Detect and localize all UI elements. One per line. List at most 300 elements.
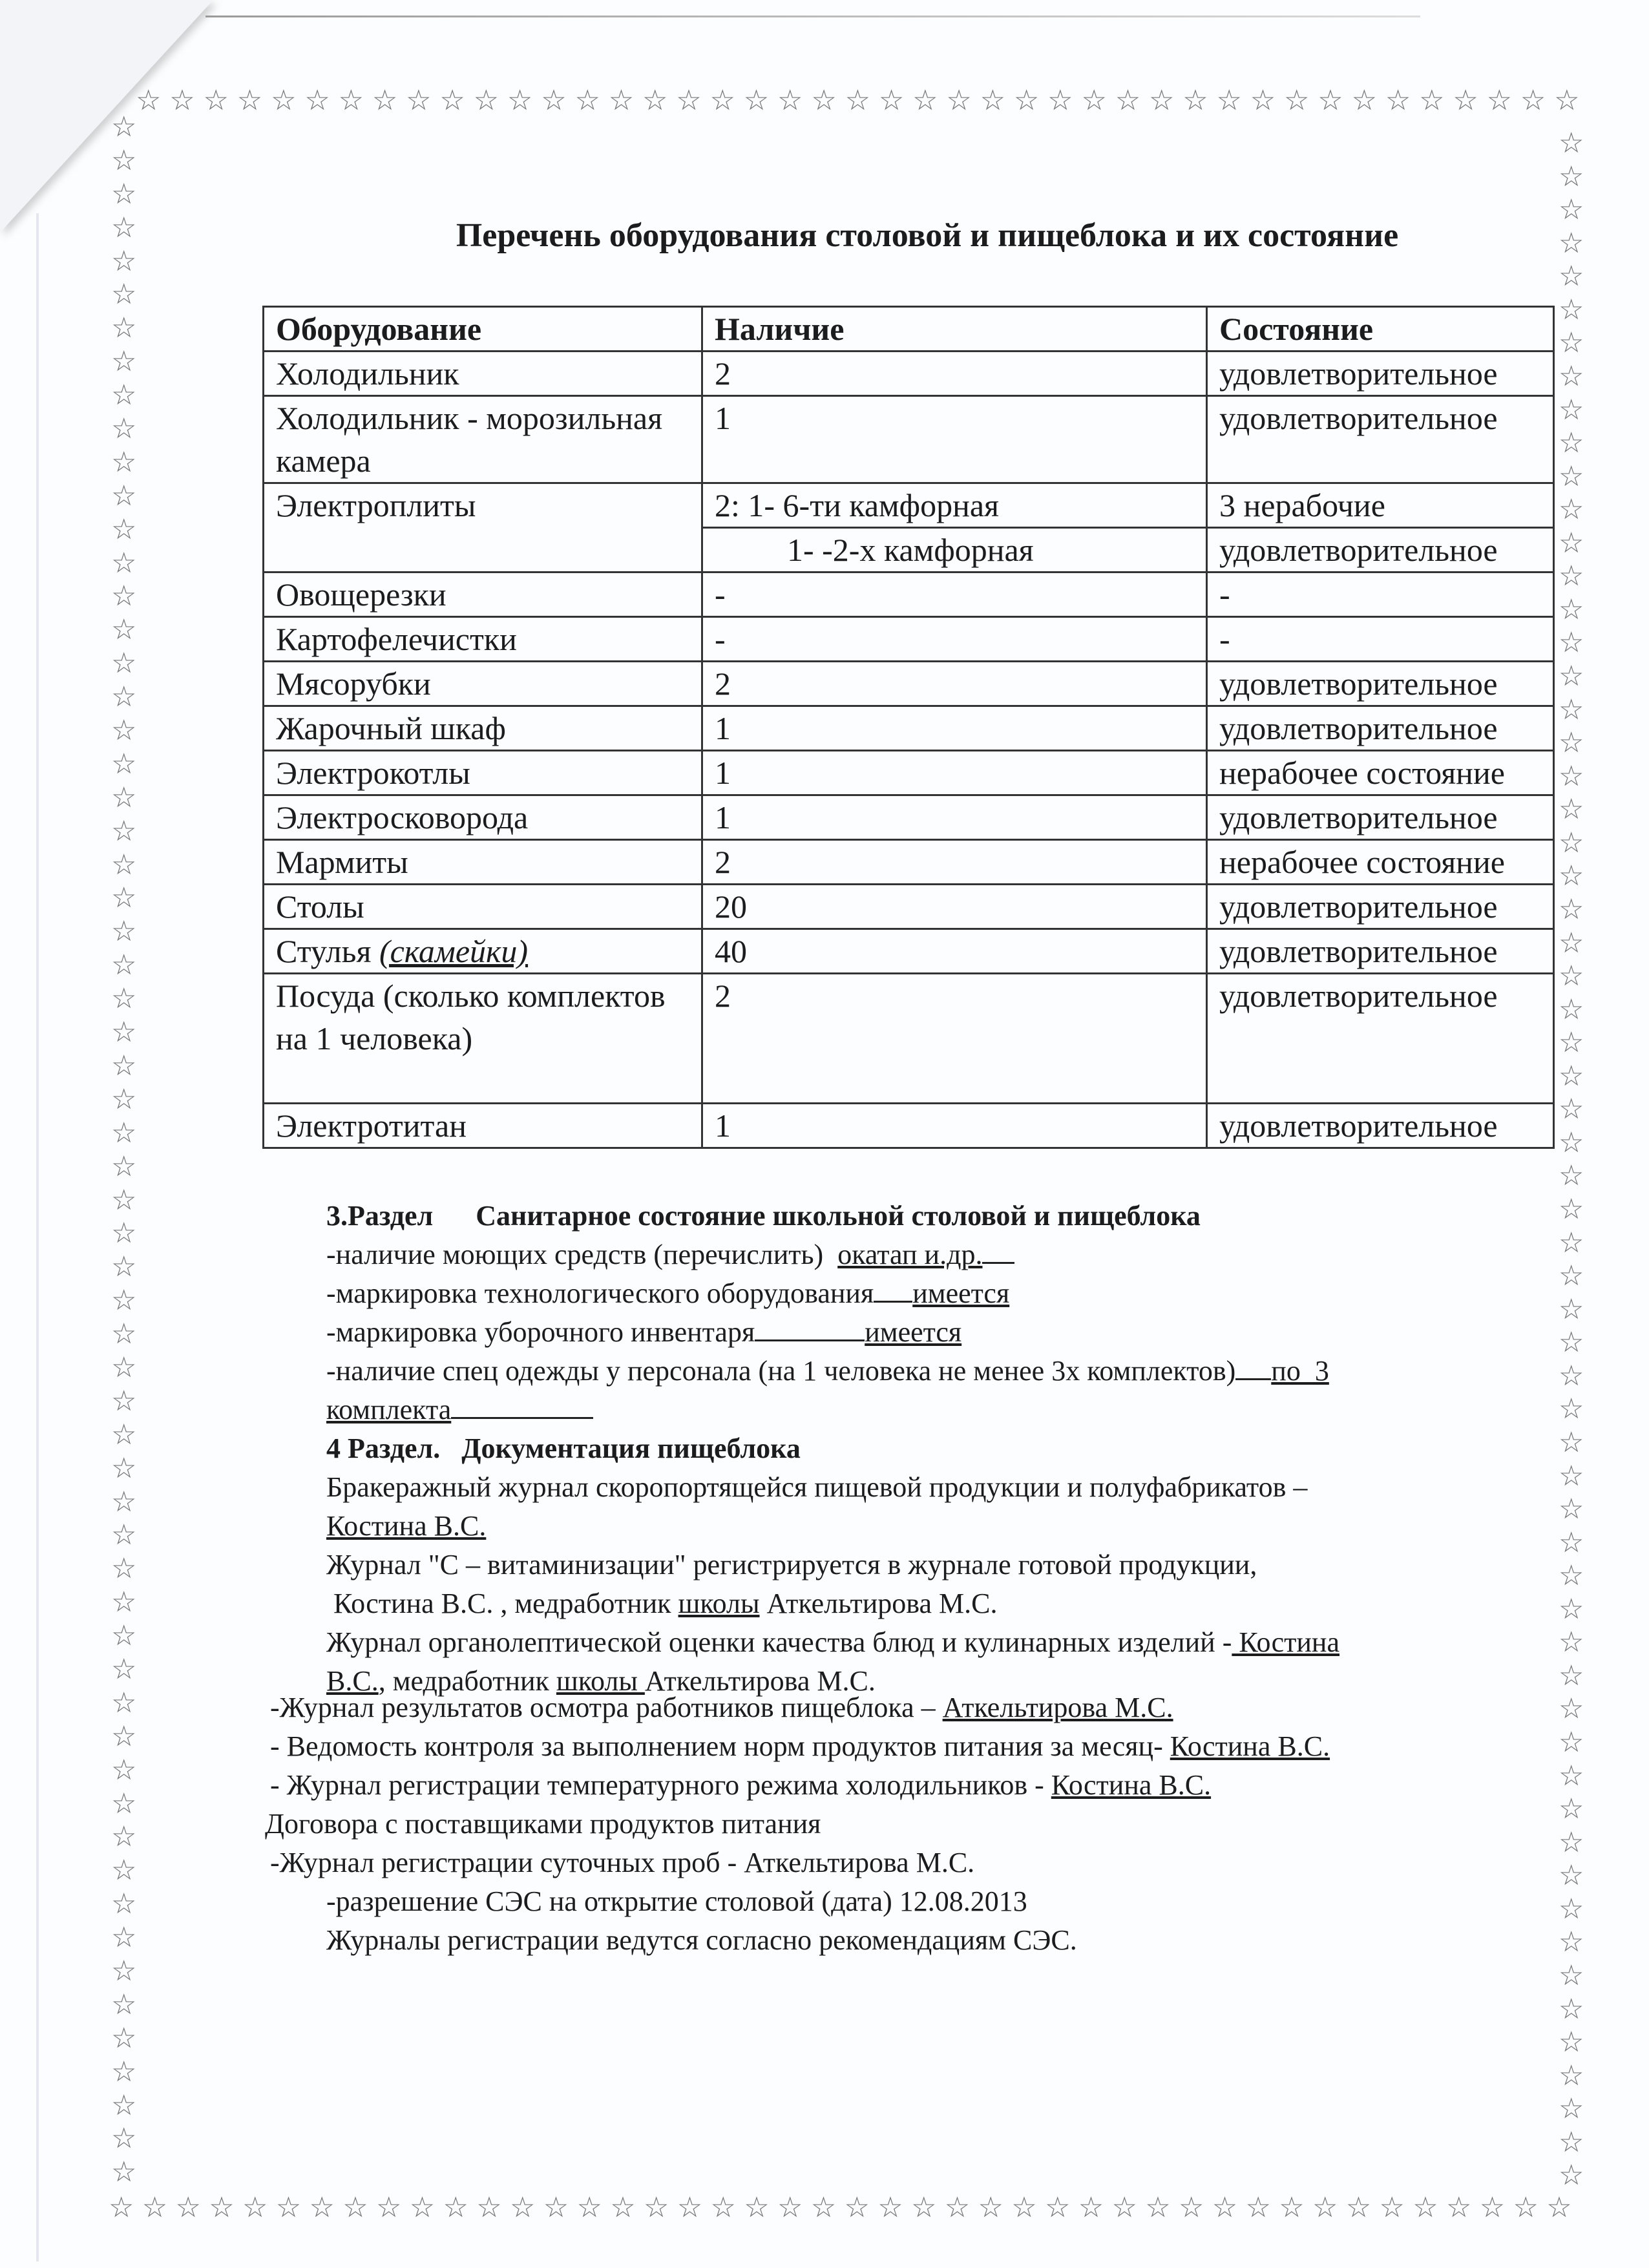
star-icon: ☆ <box>111 1418 137 1451</box>
star-icon: ☆ <box>111 311 137 345</box>
doc-text-underlined: школы <box>556 1665 645 1697</box>
line-value: имеется <box>912 1277 1010 1309</box>
star-icon: ☆ <box>111 1485 137 1518</box>
star-icon: ☆ <box>1413 2191 1438 2224</box>
star-icon: ☆ <box>111 814 137 848</box>
cell-qty: 2 <box>702 974 1207 1104</box>
cell-qty: - <box>702 617 1207 662</box>
star-icon: ☆ <box>1559 726 1584 760</box>
star-icon: ☆ <box>810 2191 837 2224</box>
star-icon: ☆ <box>507 84 533 117</box>
table-row <box>264 885 1554 929</box>
star-icon: ☆ <box>1559 1759 1584 1792</box>
star-icon: ☆ <box>1111 2191 1137 2224</box>
star-icon: ☆ <box>111 1150 137 1183</box>
star-icon: ☆ <box>111 982 137 1016</box>
header-equipment: Оборудование <box>264 307 702 352</box>
star-icon: ☆ <box>136 84 162 117</box>
doc-responsible: В.С. <box>326 1665 379 1697</box>
section-4-list <box>265 1688 1330 1960</box>
star-icon: ☆ <box>1385 84 1411 117</box>
star-icon: ☆ <box>1559 1825 1584 1859</box>
star-icon: ☆ <box>1013 84 1040 117</box>
star-icon: ☆ <box>1351 84 1378 117</box>
star-icon: ☆ <box>709 84 735 117</box>
star-icon: ☆ <box>1559 2092 1584 2126</box>
star-icon: ☆ <box>1559 1958 1584 1992</box>
doc-line <box>326 1468 1339 1507</box>
section-title: Санитарное состояние школьной столовой и пищеблока <box>476 1200 1201 1232</box>
star-icon: ☆ <box>1559 1292 1584 1326</box>
cell-qty: 2 <box>702 840 1207 885</box>
star-icon: ☆ <box>111 2055 137 2088</box>
star-icon: ☆ <box>111 110 137 143</box>
star-icon: ☆ <box>111 211 137 244</box>
page-title: Перечень оборудования столовой и пищеблока и их состояние <box>456 217 1399 254</box>
star-icon: ☆ <box>1011 2191 1037 2224</box>
star-icon: ☆ <box>1559 127 1584 160</box>
star-icon: ☆ <box>1559 2125 1584 2159</box>
star-icon: ☆ <box>1559 2026 1584 2059</box>
star-icon: ☆ <box>1148 84 1175 117</box>
doc-line <box>270 1843 1330 1882</box>
cell-state: удовлетворительное <box>1207 795 1554 840</box>
star-icon: ☆ <box>878 84 905 117</box>
star-icon: ☆ <box>1559 1259 1584 1293</box>
star-icon: ☆ <box>946 84 972 117</box>
cell-item: Электротитан <box>264 1104 702 1148</box>
table-row <box>264 483 1554 528</box>
star-icon: ☆ <box>443 2191 468 2224</box>
star-icon: ☆ <box>1559 1359 1584 1392</box>
section-3 <box>326 1197 1339 1701</box>
line-value: окатап и.др. <box>837 1239 983 1270</box>
cell-item: Мясорубки <box>264 662 702 706</box>
star-icon: ☆ <box>1559 1626 1584 1659</box>
star-icon: ☆ <box>111 512 137 546</box>
cell-item: Картофелечистки <box>264 617 702 662</box>
line-value: по 3 <box>1271 1355 1329 1387</box>
star-icon: ☆ <box>1559 1859 1584 1893</box>
cell-state: удовлетворительное <box>1207 974 1554 1104</box>
star-icon: ☆ <box>1559 260 1584 293</box>
star-icon: ☆ <box>1520 84 1546 117</box>
cell-qty: - <box>702 572 1207 617</box>
star-icon: ☆ <box>1559 793 1584 826</box>
equipment-marking-line <box>326 1274 1339 1313</box>
star-icon: ☆ <box>111 1082 137 1116</box>
doc-text: -Журнал результатов осмотра работников пищеблока – <box>270 1692 943 1723</box>
doc-text: Журналы регистрации ведутся согласно рекомендациям СЭС. <box>326 1924 1077 1956</box>
cell-item: Холодильник <box>264 352 702 396</box>
star-icon: ☆ <box>1559 1326 1584 1360</box>
star-icon: ☆ <box>1284 84 1310 117</box>
star-icon: ☆ <box>1559 892 1584 926</box>
star-icon: ☆ <box>111 1619 137 1653</box>
doc-line <box>326 1584 1339 1623</box>
doc-responsible: Аткельтирова М.С. <box>759 1588 998 1619</box>
star-icon: ☆ <box>1559 359 1584 393</box>
star-icon: ☆ <box>1081 84 1107 117</box>
star-icon: ☆ <box>1559 1892 1584 1926</box>
star-icon: ☆ <box>1559 1792 1584 1826</box>
star-icon: ☆ <box>111 1016 137 1049</box>
doc-line <box>326 1507 1339 1546</box>
doc-responsible: Костина В.С. <box>326 1510 487 1542</box>
star-icon: ☆ <box>1559 1059 1584 1093</box>
star-icon: ☆ <box>111 1350 137 1384</box>
doc-text: -Журнал регистрации суточных проб - Аткельтирова М.С. <box>270 1847 975 1878</box>
cell-item: Электрокотлы <box>264 751 702 795</box>
star-icon: ☆ <box>111 781 137 814</box>
star-icon: ☆ <box>1559 393 1584 426</box>
table-row <box>264 352 1554 396</box>
star-icon: ☆ <box>309 2191 335 2224</box>
star-icon: ☆ <box>111 1183 137 1217</box>
star-icon: ☆ <box>1559 693 1584 726</box>
cell-qty: 1- -2-х камфорная <box>702 528 1207 572</box>
fill-blank <box>982 1239 1014 1264</box>
star-icon: ☆ <box>574 84 600 117</box>
line-label: -маркировка технологического оборудования <box>326 1277 874 1309</box>
star-icon: ☆ <box>642 84 668 117</box>
star-icon: ☆ <box>1115 84 1141 117</box>
star-icon: ☆ <box>1559 626 1584 660</box>
star-icon: ☆ <box>111 1686 137 1719</box>
star-icon: ☆ <box>111 1787 137 1820</box>
star-icon: ☆ <box>877 2191 903 2224</box>
star-icon: ☆ <box>342 2191 368 2224</box>
star-icon: ☆ <box>111 1552 137 1586</box>
star-icon: ☆ <box>1212 2191 1238 2224</box>
star-icon: ☆ <box>1559 526 1584 560</box>
star-icon: ☆ <box>1559 826 1584 859</box>
star-icon: ☆ <box>1559 1559 1584 1593</box>
star-icon: ☆ <box>576 2191 602 2224</box>
star-icon: ☆ <box>1479 2191 1506 2224</box>
star-icon: ☆ <box>1419 84 1445 117</box>
star-icon: ☆ <box>111 445 137 479</box>
detergents-line <box>326 1235 1339 1274</box>
star-icon: ☆ <box>111 1284 137 1318</box>
star-icon: ☆ <box>111 1384 137 1418</box>
star-icon: ☆ <box>1345 2191 1372 2224</box>
star-icon: ☆ <box>1559 459 1584 493</box>
header-condition: Состояние <box>1207 307 1554 352</box>
cell-qty: 1 <box>702 396 1207 483</box>
star-icon: ☆ <box>677 2191 703 2224</box>
star-icon: ☆ <box>439 84 465 117</box>
star-icon: ☆ <box>111 680 137 714</box>
cell-qty: 1 <box>702 751 1207 795</box>
star-icon: ☆ <box>1559 1526 1584 1559</box>
cell-state: удовлетворительное <box>1207 396 1554 483</box>
star-icon: ☆ <box>111 244 137 278</box>
star-icon: ☆ <box>304 84 330 117</box>
item-name: Стулья <box>276 933 372 969</box>
cell-item: Мармиты <box>264 840 702 885</box>
cell-state: удовлетворительное <box>1207 929 1554 974</box>
star-icon: ☆ <box>111 1518 137 1552</box>
star-icon: ☆ <box>111 714 137 748</box>
star-icon: ☆ <box>608 84 635 117</box>
star-icon: ☆ <box>777 2191 803 2224</box>
table-row <box>264 572 1554 617</box>
cell-qty: 1 <box>702 795 1207 840</box>
star-icon: ☆ <box>111 1854 137 1887</box>
star-icon: ☆ <box>1078 2191 1104 2224</box>
doc-text: Журнал органолептической оценки качества блюд и кулинарных изделий - <box>326 1626 1232 1658</box>
star-icon: ☆ <box>111 546 137 580</box>
fill-blank <box>1235 1355 1271 1380</box>
star-icon: ☆ <box>845 84 871 117</box>
doc-text: Договора с поставщиками продуктов питания <box>265 1808 821 1840</box>
workwear-line <box>326 1352 1339 1391</box>
star-icon: ☆ <box>1559 1459 1584 1493</box>
fill-blank <box>874 1277 912 1303</box>
star-icon: ☆ <box>1379 2191 1405 2224</box>
doc-line <box>326 1882 1330 1921</box>
doc-responsible: Костина В.С. <box>1051 1769 1212 1801</box>
star-icon: ☆ <box>111 2122 137 2156</box>
star-icon: ☆ <box>142 2191 168 2224</box>
cell-item: Овощерезки <box>264 572 702 617</box>
star-icon: ☆ <box>1279 2191 1305 2224</box>
star-icon: ☆ <box>1559 1026 1584 1060</box>
star-icon: ☆ <box>543 2191 569 2224</box>
doc-line <box>270 1766 1330 1805</box>
star-icon: ☆ <box>1486 84 1513 117</box>
star-icon: ☆ <box>743 84 770 117</box>
star-icon: ☆ <box>1513 2191 1539 2224</box>
star-icon: ☆ <box>473 84 499 117</box>
star-icon: ☆ <box>111 881 137 915</box>
star-icon: ☆ <box>1559 759 1584 793</box>
star-icon: ☆ <box>1559 1226 1584 1259</box>
cell-qty: 1 <box>702 1104 1207 1148</box>
star-icon: ☆ <box>111 1451 137 1485</box>
star-icon: ☆ <box>111 1988 137 2021</box>
line-value: комплекта <box>326 1394 452 1425</box>
star-icon: ☆ <box>1182 84 1208 117</box>
line-label: -наличие моющих средств (перечислить) <box>326 1239 824 1270</box>
cell-qty: 2 <box>702 352 1207 396</box>
cell-state: нерабочее состояние <box>1207 840 1554 885</box>
star-icon: ☆ <box>1559 593 1584 626</box>
star-icon: ☆ <box>111 613 137 647</box>
item-note: (скамейки) <box>379 933 529 969</box>
star-icon: ☆ <box>111 479 137 512</box>
star-icon: ☆ <box>111 1921 137 1955</box>
star-icon: ☆ <box>1250 84 1276 117</box>
star-icon: ☆ <box>510 2191 536 2224</box>
star-border-left <box>111 110 137 2189</box>
doc-text: , медработник <box>378 1665 556 1697</box>
cell-state: удовлетворительное <box>1207 528 1554 572</box>
star-icon: ☆ <box>1559 1159 1584 1193</box>
star-icon: ☆ <box>1318 84 1343 117</box>
star-icon: ☆ <box>111 1318 137 1351</box>
doc-line <box>270 1727 1330 1766</box>
star-icon: ☆ <box>1559 226 1584 260</box>
star-icon: ☆ <box>1559 992 1584 1026</box>
star-icon: ☆ <box>1559 1392 1584 1426</box>
doc-text: - Ведомость контроля за выполнением норм продуктов питания за месяц- <box>270 1730 1170 1762</box>
table-row <box>264 1104 1554 1148</box>
doc-text: -разрешение СЭС на открытие столовой (дата) 12.08.2013 <box>326 1885 1027 1917</box>
page-top-edge <box>205 16 1420 17</box>
cell-item: Жарочный шкаф <box>264 706 702 751</box>
star-icon: ☆ <box>111 143 137 177</box>
star-icon: ☆ <box>1045 2191 1071 2224</box>
star-border-right <box>1559 129 1584 2190</box>
doc-text: Бракеражный журнал скоропортящейся пищевой продукции и полуфабрикатов – <box>326 1471 1308 1503</box>
cell-item: Столы <box>264 885 702 929</box>
star-icon: ☆ <box>111 379 137 412</box>
star-border-top <box>136 84 1580 117</box>
cell-item: Электросковорода <box>264 795 702 840</box>
star-icon: ☆ <box>209 2191 235 2224</box>
section-title: Документация пищеблока <box>461 1433 801 1464</box>
star-icon: ☆ <box>1559 1592 1584 1626</box>
star-icon: ☆ <box>111 1049 137 1082</box>
page-left-edge <box>36 213 39 2262</box>
doc-text: Журнал "С – витаминизации" регистрируется в журнале готовой продукции, <box>326 1549 1257 1580</box>
star-icon: ☆ <box>1216 84 1242 117</box>
star-icon: ☆ <box>111 278 137 311</box>
doc-responsible: Костина <box>1232 1626 1340 1658</box>
table-row <box>264 662 1554 706</box>
star-icon: ☆ <box>1559 1493 1584 1526</box>
section-3-heading <box>326 1197 1339 1235</box>
doc-line <box>326 1623 1339 1662</box>
star-icon: ☆ <box>242 2191 268 2224</box>
star-icon: ☆ <box>644 2191 669 2224</box>
star-icon: ☆ <box>271 84 297 117</box>
star-icon: ☆ <box>944 2191 971 2224</box>
star-icon: ☆ <box>1559 493 1584 527</box>
table-header-row <box>264 307 1554 352</box>
section-number: 4 Раздел. <box>326 1433 441 1464</box>
star-icon: ☆ <box>111 1954 137 1988</box>
star-border-bottom <box>109 2191 1572 2224</box>
star-icon: ☆ <box>844 2191 870 2224</box>
star-icon: ☆ <box>744 2191 770 2224</box>
star-icon: ☆ <box>1559 859 1584 893</box>
line-label: -наличие спец одежды у персонала (на 1 человека не менее 3х комплектов) <box>326 1355 1236 1387</box>
doc-line <box>270 1688 1330 1727</box>
table-row <box>264 795 1554 840</box>
star-icon: ☆ <box>1559 1726 1584 1759</box>
star-icon: ☆ <box>541 84 567 117</box>
doc-responsible: Аткельтирова М.С. <box>942 1692 1173 1723</box>
star-icon: ☆ <box>111 2088 137 2122</box>
star-icon: ☆ <box>610 2191 636 2224</box>
doc-text-underlined: школы <box>678 1588 760 1619</box>
star-icon: ☆ <box>1559 293 1584 326</box>
star-icon: ☆ <box>406 84 432 117</box>
fill-blank <box>755 1316 865 1341</box>
doc-responsible: Костина В.С. <box>1170 1730 1330 1762</box>
star-icon: ☆ <box>1559 1926 1584 1959</box>
cell-state: удовлетворительное <box>1207 662 1554 706</box>
star-icon: ☆ <box>111 177 137 211</box>
star-icon: ☆ <box>1559 1193 1584 1226</box>
section-number: 3.Раздел <box>326 1200 434 1232</box>
star-icon: ☆ <box>1559 560 1584 593</box>
star-icon: ☆ <box>111 1753 137 1787</box>
star-icon: ☆ <box>111 1250 137 1284</box>
cell-state: удовлетворительное <box>1207 706 1554 751</box>
cell-state: - <box>1207 617 1554 662</box>
line-label: -маркировка уборочного инвентаря <box>326 1316 755 1348</box>
star-icon: ☆ <box>111 1217 137 1250</box>
star-icon: ☆ <box>1559 1425 1584 1459</box>
star-icon: ☆ <box>1559 1659 1584 1692</box>
star-icon: ☆ <box>111 1820 137 1854</box>
doc-text: Костина В.С. , медработник <box>333 1588 678 1619</box>
cleaning-marking-line <box>326 1313 1339 1352</box>
cell-state: удовлетворительное <box>1207 352 1554 396</box>
star-icon: ☆ <box>111 580 137 613</box>
star-icon: ☆ <box>111 2156 137 2189</box>
star-icon: ☆ <box>111 1652 137 1686</box>
cell-state: - <box>1207 572 1554 617</box>
star-icon: ☆ <box>476 2191 502 2224</box>
star-icon: ☆ <box>111 747 137 781</box>
star-icon: ☆ <box>1559 426 1584 460</box>
equipment-table <box>262 306 1555 1149</box>
star-icon: ☆ <box>1559 160 1584 193</box>
cell-qty: 2 <box>702 662 1207 706</box>
cell-state: нерабочее состояние <box>1207 751 1554 795</box>
star-icon: ☆ <box>169 84 195 117</box>
section-4-heading <box>326 1429 1339 1468</box>
star-icon: ☆ <box>1559 660 1584 693</box>
cell-item: Холодильник - морозильная камера <box>264 396 702 483</box>
star-icon: ☆ <box>111 1116 137 1150</box>
star-icon: ☆ <box>111 1719 137 1753</box>
cell-state: 3 нерабочие <box>1207 483 1554 528</box>
star-icon: ☆ <box>376 2191 402 2224</box>
star-icon: ☆ <box>109 2191 134 2224</box>
star-icon: ☆ <box>1453 84 1478 117</box>
header-availability: Наличие <box>702 307 1207 352</box>
star-icon: ☆ <box>912 84 938 117</box>
star-icon: ☆ <box>175 2191 201 2224</box>
star-icon: ☆ <box>111 412 137 446</box>
cell-qty: 1 <box>702 706 1207 751</box>
cell-qty: 40 <box>702 929 1207 974</box>
table-row <box>264 840 1554 885</box>
doc-line <box>326 1546 1339 1584</box>
star-icon: ☆ <box>1446 2191 1472 2224</box>
star-icon: ☆ <box>911 2191 937 2224</box>
star-icon: ☆ <box>1559 2059 1584 2092</box>
star-icon: ☆ <box>111 2021 137 2055</box>
star-icon: ☆ <box>1546 2191 1572 2224</box>
table-row <box>264 396 1554 483</box>
doc-line <box>265 1805 1330 1843</box>
cell-qty: 20 <box>702 885 1207 929</box>
doc-text: - Журнал регистрации температурного режима холодильников - <box>270 1769 1051 1801</box>
cell-qty: 2: 1- 6-ти камфорная <box>702 483 1207 528</box>
star-icon: ☆ <box>1559 193 1584 227</box>
star-icon: ☆ <box>1559 2159 1584 2192</box>
star-icon: ☆ <box>1047 84 1073 117</box>
star-icon: ☆ <box>372 84 398 117</box>
star-icon: ☆ <box>338 84 364 117</box>
